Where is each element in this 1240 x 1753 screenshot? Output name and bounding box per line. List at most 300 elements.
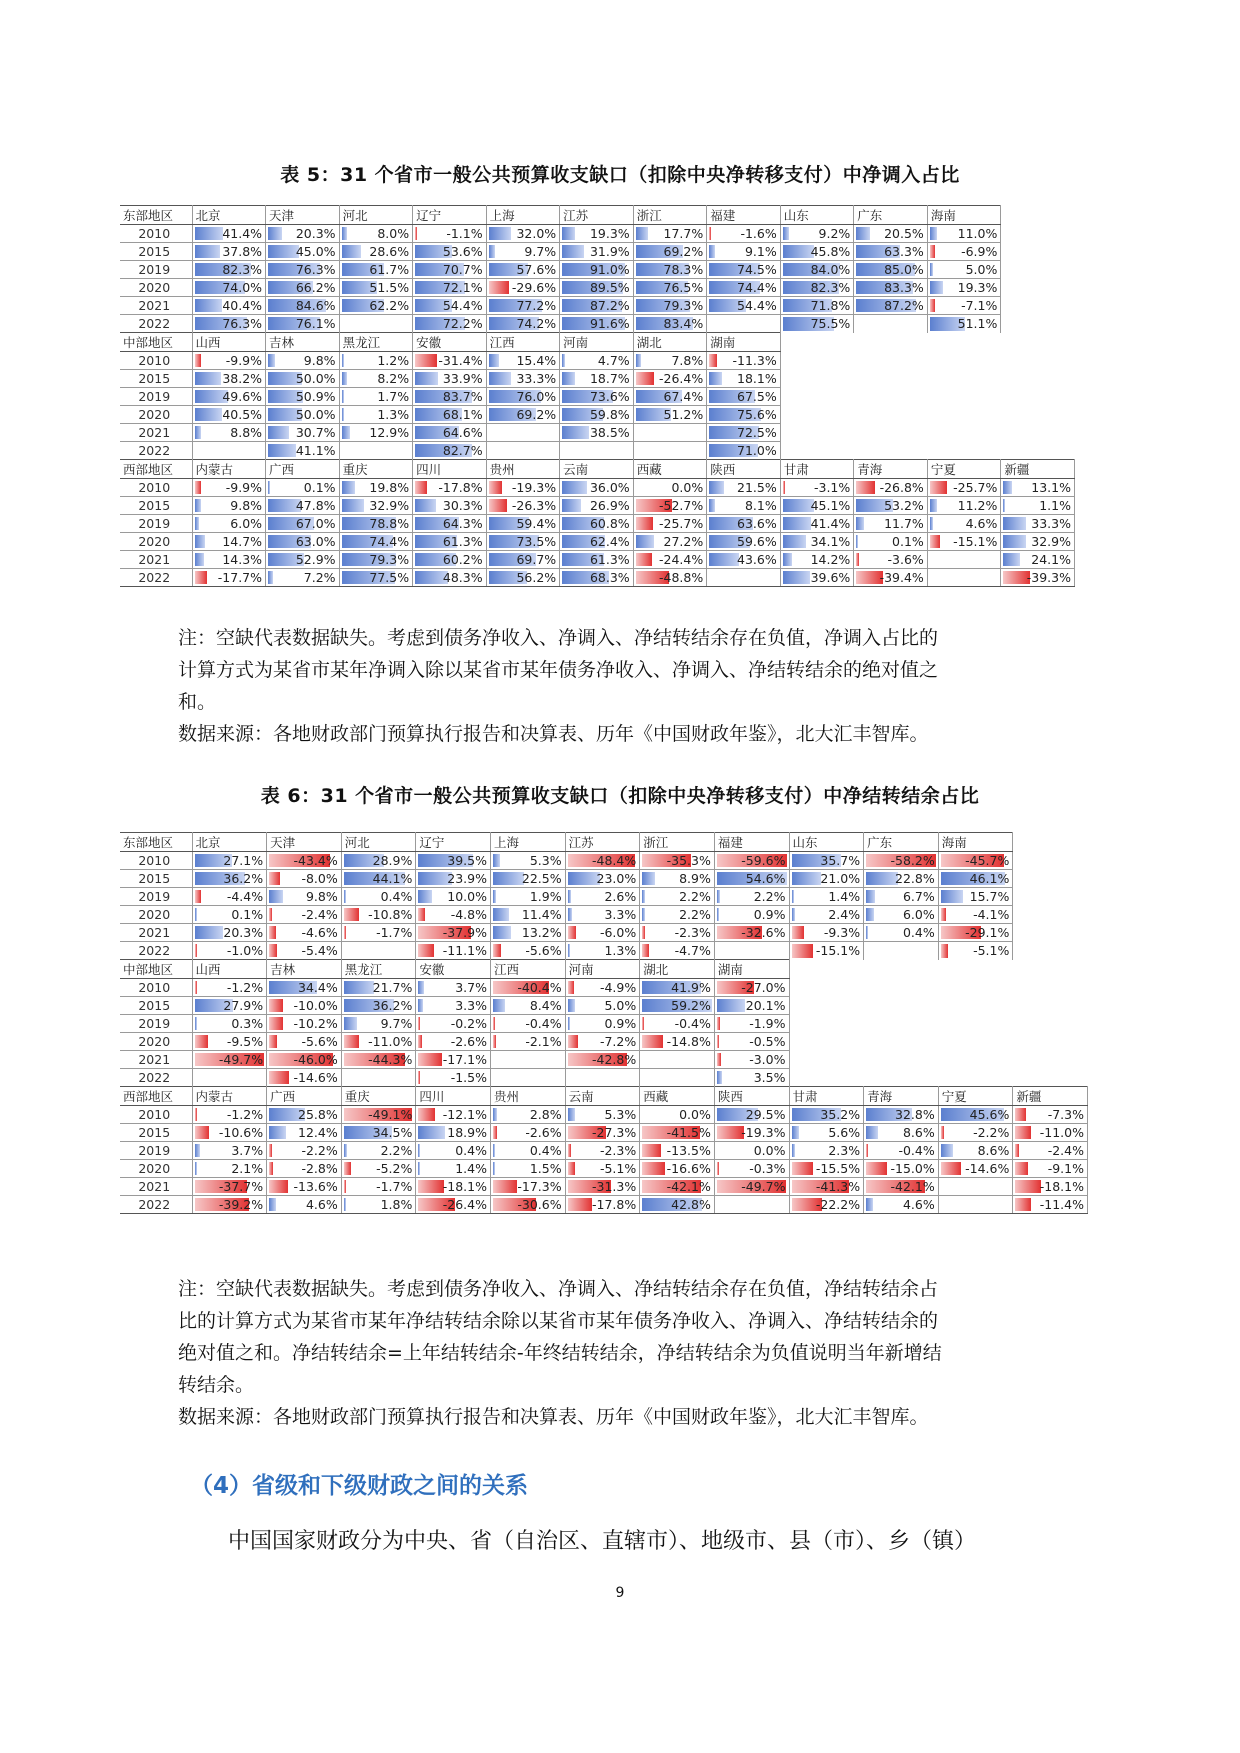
province-header: 山西 <box>192 333 266 352</box>
year-label: 2019 <box>120 1015 192 1033</box>
data-bar <box>792 1126 800 1139</box>
data-cell <box>1013 1106 1088 1124</box>
data-bar <box>344 1144 347 1157</box>
data-cell <box>854 551 928 569</box>
cell-value: 9.1% <box>744 244 777 259</box>
data-cell <box>486 225 560 243</box>
data-cell <box>1001 533 1075 551</box>
empty-cell <box>1001 315 1075 333</box>
year-label: 2020 <box>120 406 192 424</box>
data-cell <box>416 979 491 997</box>
data-bar <box>195 499 202 512</box>
data-bar <box>493 1108 497 1121</box>
data-cell <box>267 1142 342 1160</box>
empty-header <box>780 333 854 352</box>
data-cell <box>192 1106 267 1124</box>
data-bar <box>562 245 584 258</box>
data-cell <box>640 1160 715 1178</box>
cell-value: 54.6% <box>745 871 786 886</box>
cell-value: 64.6% <box>442 425 483 440</box>
cell-value: 6.0% <box>230 516 263 531</box>
empty-cell <box>927 406 1001 424</box>
data-cell <box>339 515 413 533</box>
data-bar <box>195 1126 210 1139</box>
empty-cell <box>854 370 928 388</box>
data-cell <box>339 406 413 424</box>
empty-cell <box>854 388 928 406</box>
data-bar <box>493 854 500 867</box>
province-header: 辽宁 <box>413 206 487 225</box>
cell-value: -42.1% <box>890 1179 935 1194</box>
cell-value: -29.6% <box>511 280 557 295</box>
cell-value: 1.7% <box>377 389 410 404</box>
cell-value: -0.4% <box>674 1016 711 1031</box>
empty-cell <box>927 442 1001 460</box>
data-cell <box>486 551 560 569</box>
data-cell <box>789 906 864 924</box>
cell-value: 76.1% <box>295 316 336 331</box>
data-bar <box>709 372 721 385</box>
cell-value: -1.1% <box>446 226 483 241</box>
data-bar <box>642 944 649 957</box>
data-cell <box>486 261 560 279</box>
cell-value: 24.1% <box>1031 552 1071 567</box>
empty-cell <box>1001 225 1075 243</box>
province-header: 福建 <box>714 833 789 852</box>
data-cell <box>565 1033 640 1051</box>
data-cell <box>780 479 854 497</box>
region-label: 西部地区 <box>120 1087 192 1106</box>
cell-value: 84.0% <box>810 262 851 277</box>
cell-value: -0.3% <box>749 1161 786 1176</box>
data-bar <box>493 1126 497 1139</box>
cell-value: 27.2% <box>663 534 704 549</box>
data-cell <box>192 279 266 297</box>
data-cell <box>714 979 789 997</box>
year-label: 2022 <box>120 1069 192 1087</box>
data-cell <box>714 906 789 924</box>
data-bar <box>269 1162 273 1175</box>
year-label: 2021 <box>120 1051 192 1069</box>
province-header: 海南 <box>938 833 1013 852</box>
data-bar <box>1015 1126 1030 1139</box>
data-cell <box>267 852 342 870</box>
data-cell <box>780 569 854 587</box>
data-cell <box>927 225 1001 243</box>
cell-value: 75.6% <box>737 407 777 422</box>
data-bar <box>268 426 289 439</box>
data-cell <box>413 279 487 297</box>
cell-value: 23.9% <box>447 871 487 886</box>
cell-value: -39.3% <box>1026 570 1071 585</box>
data-cell <box>938 852 1013 870</box>
data-cell <box>864 906 939 924</box>
data-bar <box>636 372 654 385</box>
data-cell <box>854 297 928 315</box>
cell-value: 34.1% <box>810 534 851 549</box>
cell-value: -26.3% <box>511 498 557 513</box>
data-bar <box>866 1162 887 1175</box>
table-row <box>120 924 1088 942</box>
year-label: 2022 <box>120 315 192 333</box>
data-cell <box>416 1124 491 1142</box>
cell-value: -26.4% <box>658 371 704 386</box>
data-cell <box>560 279 634 297</box>
data-bar <box>195 926 223 939</box>
data-cell <box>1001 479 1075 497</box>
data-cell <box>491 924 566 942</box>
province-header: 江西 <box>486 333 560 352</box>
cell-value: -37.7% <box>218 1179 264 1194</box>
data-bar <box>493 1035 496 1048</box>
province-header: 天津 <box>267 833 342 852</box>
data-cell <box>266 279 340 297</box>
note2-source: 数据来源：各地财政部门预算执行报告和决算表、历年《中国财政年鉴》，北大汇丰智库。 <box>178 1406 929 1428</box>
data-cell <box>339 551 413 569</box>
data-bar <box>195 227 223 240</box>
cell-value: 11.7% <box>884 516 924 531</box>
data-bar <box>636 553 653 566</box>
province-header: 江苏 <box>565 833 640 852</box>
province-header: 西藏 <box>640 1087 715 1106</box>
empty-cell <box>1001 388 1075 406</box>
cell-value: -29.1% <box>965 925 1010 940</box>
data-bar <box>493 1162 495 1175</box>
data-cell <box>560 388 634 406</box>
province-header: 福建 <box>707 206 781 225</box>
data-cell <box>780 533 854 551</box>
data-cell <box>266 370 340 388</box>
year-label: 2020 <box>120 1033 192 1051</box>
data-cell <box>938 1160 1013 1178</box>
data-bar <box>268 227 282 240</box>
data-bar <box>717 1035 719 1048</box>
data-bar <box>930 535 940 548</box>
cell-value: 76.5% <box>663 280 704 295</box>
cell-value: 57.6% <box>516 262 557 277</box>
data-bar <box>866 1198 872 1211</box>
data-bar <box>1003 499 1005 512</box>
data-cell <box>266 315 340 333</box>
year-label: 2021 <box>120 1178 192 1196</box>
data-cell <box>192 261 266 279</box>
data-cell <box>789 1160 864 1178</box>
data-cell <box>707 479 781 497</box>
cell-value: 19.8% <box>369 480 410 495</box>
cell-value: -45.7% <box>965 853 1010 868</box>
cell-value: 2.4% <box>828 907 861 922</box>
data-cell <box>267 1033 342 1051</box>
cell-value: -5.6% <box>301 1034 338 1049</box>
data-cell <box>560 370 634 388</box>
empty-header <box>1001 206 1075 225</box>
data-cell <box>267 1178 342 1196</box>
data-cell <box>416 1178 491 1196</box>
table-row <box>120 261 1075 279</box>
province-header: 广东 <box>854 206 928 225</box>
cell-value: -7.2% <box>599 1034 637 1049</box>
data-bar <box>269 1198 275 1211</box>
province-header: 辽宁 <box>416 833 491 852</box>
data-cell <box>714 870 789 888</box>
cell-value: 0.1% <box>231 907 264 922</box>
data-cell <box>266 297 340 315</box>
data-cell <box>341 942 416 960</box>
data-bar <box>636 535 655 548</box>
note1-line: 注：空缺代表数据缺失。考虑到债务净收入、净调入、净结转结余存在负值，净调入占比的 <box>178 627 939 649</box>
data-bar <box>489 481 502 494</box>
data-cell <box>1013 1178 1088 1196</box>
data-bar <box>195 1144 200 1157</box>
cell-value: 1.9% <box>529 889 562 904</box>
data-cell <box>938 1124 1013 1142</box>
data-cell <box>560 479 634 497</box>
data-bar <box>783 571 810 584</box>
data-bar <box>489 372 512 385</box>
cell-value: -15.0% <box>890 1161 935 1176</box>
data-cell <box>491 1178 566 1196</box>
cell-value: -4.8% <box>450 907 487 922</box>
province-header: 宁夏 <box>938 1087 1013 1106</box>
data-cell <box>938 942 1013 960</box>
data-cell <box>864 942 939 960</box>
cell-value: 76.0% <box>516 389 557 404</box>
province-header: 甘肃 <box>789 1087 864 1106</box>
data-bar <box>415 372 438 385</box>
table-row <box>120 997 1088 1015</box>
data-cell <box>413 479 487 497</box>
data-bar <box>493 1017 495 1030</box>
empty-cell <box>854 406 928 424</box>
data-cell <box>266 551 340 569</box>
data-bar <box>344 1198 347 1211</box>
cell-value: 2.2% <box>753 889 786 904</box>
data-cell <box>266 225 340 243</box>
data-cell <box>266 261 340 279</box>
table-row <box>120 370 1075 388</box>
cell-value: -5.1% <box>599 1161 637 1176</box>
data-cell <box>780 261 854 279</box>
data-cell <box>192 1051 267 1069</box>
cell-value: 15.4% <box>516 353 557 368</box>
data-cell <box>633 315 707 333</box>
cell-value: 28.9% <box>372 853 413 868</box>
cell-value: 30.7% <box>295 425 336 440</box>
cell-value: 9.7% <box>524 244 557 259</box>
data-cell <box>486 352 560 370</box>
data-cell <box>491 1051 566 1069</box>
cell-value: 18.7% <box>589 371 630 386</box>
empty-cell <box>927 370 1001 388</box>
province-header: 西藏 <box>633 460 707 479</box>
year-label: 2021 <box>120 297 192 315</box>
data-bar <box>269 872 280 885</box>
cell-value: -2.6% <box>525 1125 562 1140</box>
data-cell <box>416 906 491 924</box>
cell-value: 8.0% <box>377 226 410 241</box>
data-bar <box>642 872 654 885</box>
data-cell <box>192 1142 267 1160</box>
data-bar <box>489 227 511 240</box>
data-bar <box>709 227 711 240</box>
data-cell <box>854 497 928 515</box>
cell-value: -11.0% <box>368 1034 413 1049</box>
data-cell <box>416 997 491 1015</box>
cell-value: 76.3% <box>295 262 336 277</box>
data-bar <box>195 354 202 367</box>
data-cell <box>560 225 634 243</box>
cell-value: 1.2% <box>377 353 410 368</box>
data-cell <box>789 1106 864 1124</box>
year-label: 2020 <box>120 279 192 297</box>
data-cell <box>938 870 1013 888</box>
data-bar <box>195 408 223 421</box>
table-row <box>120 479 1075 497</box>
empty-cell <box>789 1051 864 1069</box>
data-bar <box>783 535 806 548</box>
cell-value: 42.8% <box>671 1197 711 1212</box>
cell-value: 30.3% <box>442 498 483 513</box>
data-cell <box>560 497 634 515</box>
data-bar <box>792 926 805 939</box>
data-bar <box>562 372 575 385</box>
data-cell <box>267 1106 342 1124</box>
cell-value: 36.0% <box>589 480 630 495</box>
cell-value: -15.1% <box>953 534 998 549</box>
note1 <box>178 622 1078 750</box>
cell-value: -4.9% <box>599 980 637 995</box>
cell-value: -9.9% <box>225 480 263 495</box>
data-bar <box>489 499 507 512</box>
cell-value: -43.4% <box>293 853 338 868</box>
province-header: 浙江 <box>633 206 707 225</box>
cell-value: -11.1% <box>442 943 487 958</box>
cell-value: 5.6% <box>828 1125 861 1140</box>
province-header: 天津 <box>266 206 340 225</box>
cell-value: 35.2% <box>820 1107 861 1122</box>
empty-cell <box>1013 942 1088 960</box>
data-cell <box>416 924 491 942</box>
data-cell <box>341 1178 416 1196</box>
empty-cell <box>1013 1015 1088 1033</box>
data-cell <box>491 1106 566 1124</box>
data-bar <box>493 872 524 885</box>
cell-value: 60.2% <box>442 552 483 567</box>
year-label: 2010 <box>120 1106 192 1124</box>
empty-cell <box>1013 870 1088 888</box>
data-cell <box>640 888 715 906</box>
data-bar <box>636 517 654 530</box>
cell-value: 77.2% <box>516 298 557 313</box>
cell-value: 45.6% <box>969 1107 1010 1122</box>
year-label: 2015 <box>120 870 192 888</box>
province-header: 吉林 <box>267 960 342 979</box>
data-bar <box>568 999 575 1012</box>
empty-cell <box>1001 370 1075 388</box>
cell-value: 74.4% <box>369 534 410 549</box>
data-cell <box>565 1106 640 1124</box>
cell-value: -7.3% <box>1047 1107 1084 1122</box>
data-bar <box>493 926 511 939</box>
province-header: 江西 <box>491 960 566 979</box>
table6-caption: 表 6：31 个省市一般公共预算收支缺口（扣除中央净转移支付）中净结转结余占比 <box>260 785 980 807</box>
cell-value: -10.8% <box>368 907 413 922</box>
cell-value: -8.0% <box>301 871 338 886</box>
data-bar <box>941 1126 944 1139</box>
year-label: 2010 <box>120 479 192 497</box>
year-label: 2020 <box>120 533 192 551</box>
cell-value: 18.9% <box>447 1125 487 1140</box>
province-header: 山西 <box>192 960 267 979</box>
data-bar <box>783 245 814 258</box>
empty-cell <box>789 1069 864 1087</box>
data-cell <box>192 1196 267 1214</box>
cell-value: 87.2% <box>884 298 924 313</box>
data-bar <box>269 999 283 1012</box>
data-bar <box>1003 517 1026 530</box>
cell-value: -15.5% <box>815 1161 861 1176</box>
data-bar <box>568 872 600 885</box>
data-cell <box>416 1160 491 1178</box>
data-cell <box>854 569 928 587</box>
cell-value: -1.0% <box>226 943 264 958</box>
cell-value: -31.4% <box>438 353 483 368</box>
empty-cell <box>1001 406 1075 424</box>
data-cell <box>864 870 939 888</box>
province-header: 海南 <box>927 206 1001 225</box>
data-cell <box>714 1160 789 1178</box>
data-cell <box>341 1196 416 1214</box>
table-row <box>120 352 1075 370</box>
data-bar <box>415 227 417 240</box>
empty-cell <box>789 1015 864 1033</box>
data-bar <box>418 1035 422 1048</box>
year-label: 2022 <box>120 442 192 460</box>
data-bar <box>342 390 344 403</box>
data-bar <box>856 553 858 566</box>
data-bar <box>642 1144 661 1157</box>
cell-value: 49.6% <box>222 389 263 404</box>
data-cell <box>640 942 715 960</box>
cell-value: 4.6% <box>965 516 998 531</box>
cell-value: 32.9% <box>369 498 410 513</box>
cell-value: 89.5% <box>589 280 630 295</box>
cell-value: -49.7% <box>218 1052 264 1067</box>
data-cell <box>491 852 566 870</box>
cell-value: 7.8% <box>671 353 704 368</box>
data-cell <box>491 1015 566 1033</box>
cell-value: 9.2% <box>818 226 851 241</box>
cell-value: 73.6% <box>589 389 630 404</box>
data-cell <box>565 1124 640 1142</box>
cell-value: 8.1% <box>744 498 777 513</box>
data-cell <box>192 906 267 924</box>
data-cell <box>560 352 634 370</box>
empty-cell <box>780 370 854 388</box>
data-cell <box>416 1051 491 1069</box>
cell-value: -24.4% <box>658 552 704 567</box>
data-cell <box>633 442 707 460</box>
data-bar <box>717 908 719 921</box>
data-cell <box>341 1069 416 1087</box>
data-cell <box>864 1124 939 1142</box>
data-bar <box>268 444 296 457</box>
data-bar <box>195 944 197 957</box>
data-cell <box>927 515 1001 533</box>
data-cell <box>491 997 566 1015</box>
cell-value: -27.3% <box>592 1125 637 1140</box>
note2 <box>178 1273 1078 1433</box>
